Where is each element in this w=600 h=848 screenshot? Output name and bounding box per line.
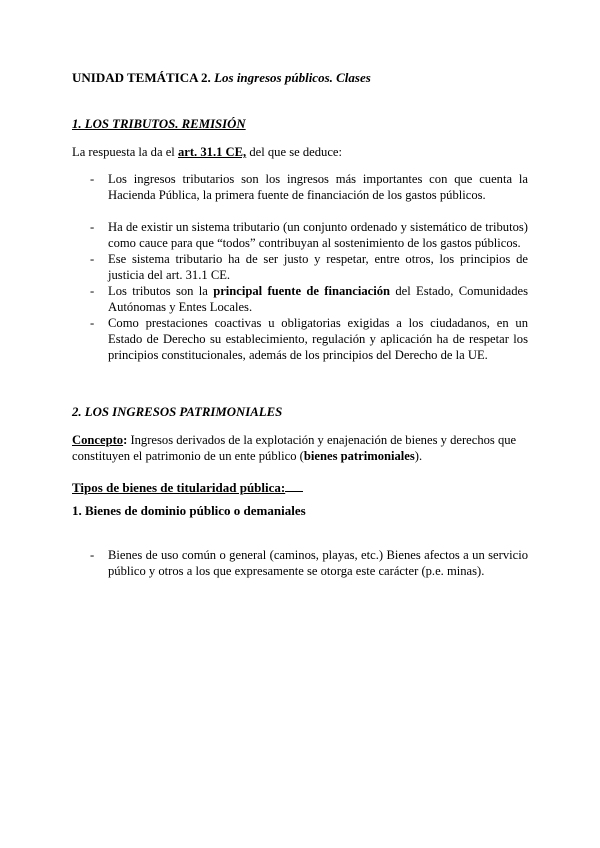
concept-text: Ingresos derivados de la explotación y enajenación de bienes y derechos que constituyen el patrimonio de un ente público ( [72, 433, 517, 463]
section-2-list [90, 547, 528, 579]
list-item [90, 283, 528, 315]
list-spacer [90, 203, 528, 219]
subsection-heading-text: 1. Bienes de dominio público o demaniales [72, 503, 306, 518]
list-item [90, 315, 528, 363]
title-prefix: UNIDAD TEMÁTICA 2. [72, 70, 211, 85]
concept-colon: : [123, 433, 128, 447]
dash-bullet: - [90, 252, 95, 266]
list-item [90, 219, 528, 251]
concept-label: Concepto [72, 433, 124, 447]
tipos-heading-text: Tipos de bienes de titularidad pública: [72, 480, 286, 495]
dash-bullet: - [90, 284, 95, 298]
list-item [90, 171, 528, 203]
list-item [90, 251, 528, 283]
dash-bullet: - [90, 220, 95, 234]
list-item-emphasis: principal fuente de financiación [213, 284, 391, 298]
concept-paragraph [72, 432, 528, 464]
list-item [90, 547, 528, 579]
concept-bold: bienes patrimoniales [303, 449, 415, 463]
section-1-intro [72, 144, 528, 160]
section-1-heading-text: 1. LOS TRIBUTOS. REMISIÓN [72, 117, 246, 131]
list-item-text: Como prestaciones coactivas u obligatorias exigidas a los ciudadanos, en un Estado de Derecho su establecimiento, regulación y aplicación ha de respetar los principios constitucionales, además de los principios del Derecho de la UE. [108, 316, 528, 362]
dash-bullet: - [90, 548, 95, 562]
dash-bullet: - [90, 172, 95, 186]
subsection-heading [72, 503, 306, 519]
article-reference-link[interactable]: art. 31.1 CE, [177, 145, 247, 159]
concept-end: ). [414, 449, 423, 463]
intro-after: del que se deduce: [249, 145, 343, 159]
section-2-heading-text: 2. LOS INGRESOS PATRIMONIALES [72, 405, 283, 419]
list-item-text-end: del Estado, Comunidades Autónomas y Entes Locales. [108, 284, 529, 314]
list-item-text: Los ingresos tributarios son los ingresos más importantes con que cuenta la Hacienda Pública, la primera fuente de financiación de los gastos públicos. [108, 172, 528, 202]
section-1-heading [72, 116, 246, 132]
tipos-heading [72, 479, 303, 496]
section-1-list [90, 171, 528, 363]
section-2-heading [72, 404, 282, 420]
list-item-text-start: Los tributos son la [108, 284, 208, 298]
list-item-text: Bienes de uso común o general (caminos, playas, etc.) Bienes afectos a un servicio público y otros a los que expresamente se otorga este carácter (p.e. minas). [108, 548, 528, 578]
heading-underline-tail [285, 479, 303, 492]
title-italic: Los ingresos públicos. Clases [214, 70, 371, 85]
intro-before: La respuesta la da el [72, 145, 175, 159]
page-title [72, 70, 371, 86]
list-item-text: Ese sistema tributario ha de ser justo y respetar, entre otros, los principios de justicia del art. 31.1 CE. [108, 252, 528, 282]
list-item-text: Ha de existir un sistema tributario (un conjunto ordenado y sistemático de tributos) como cauce para que “todos” contribuyan al sostenimiento de los gastos públicos. [108, 220, 528, 250]
dash-bullet: - [90, 316, 95, 330]
